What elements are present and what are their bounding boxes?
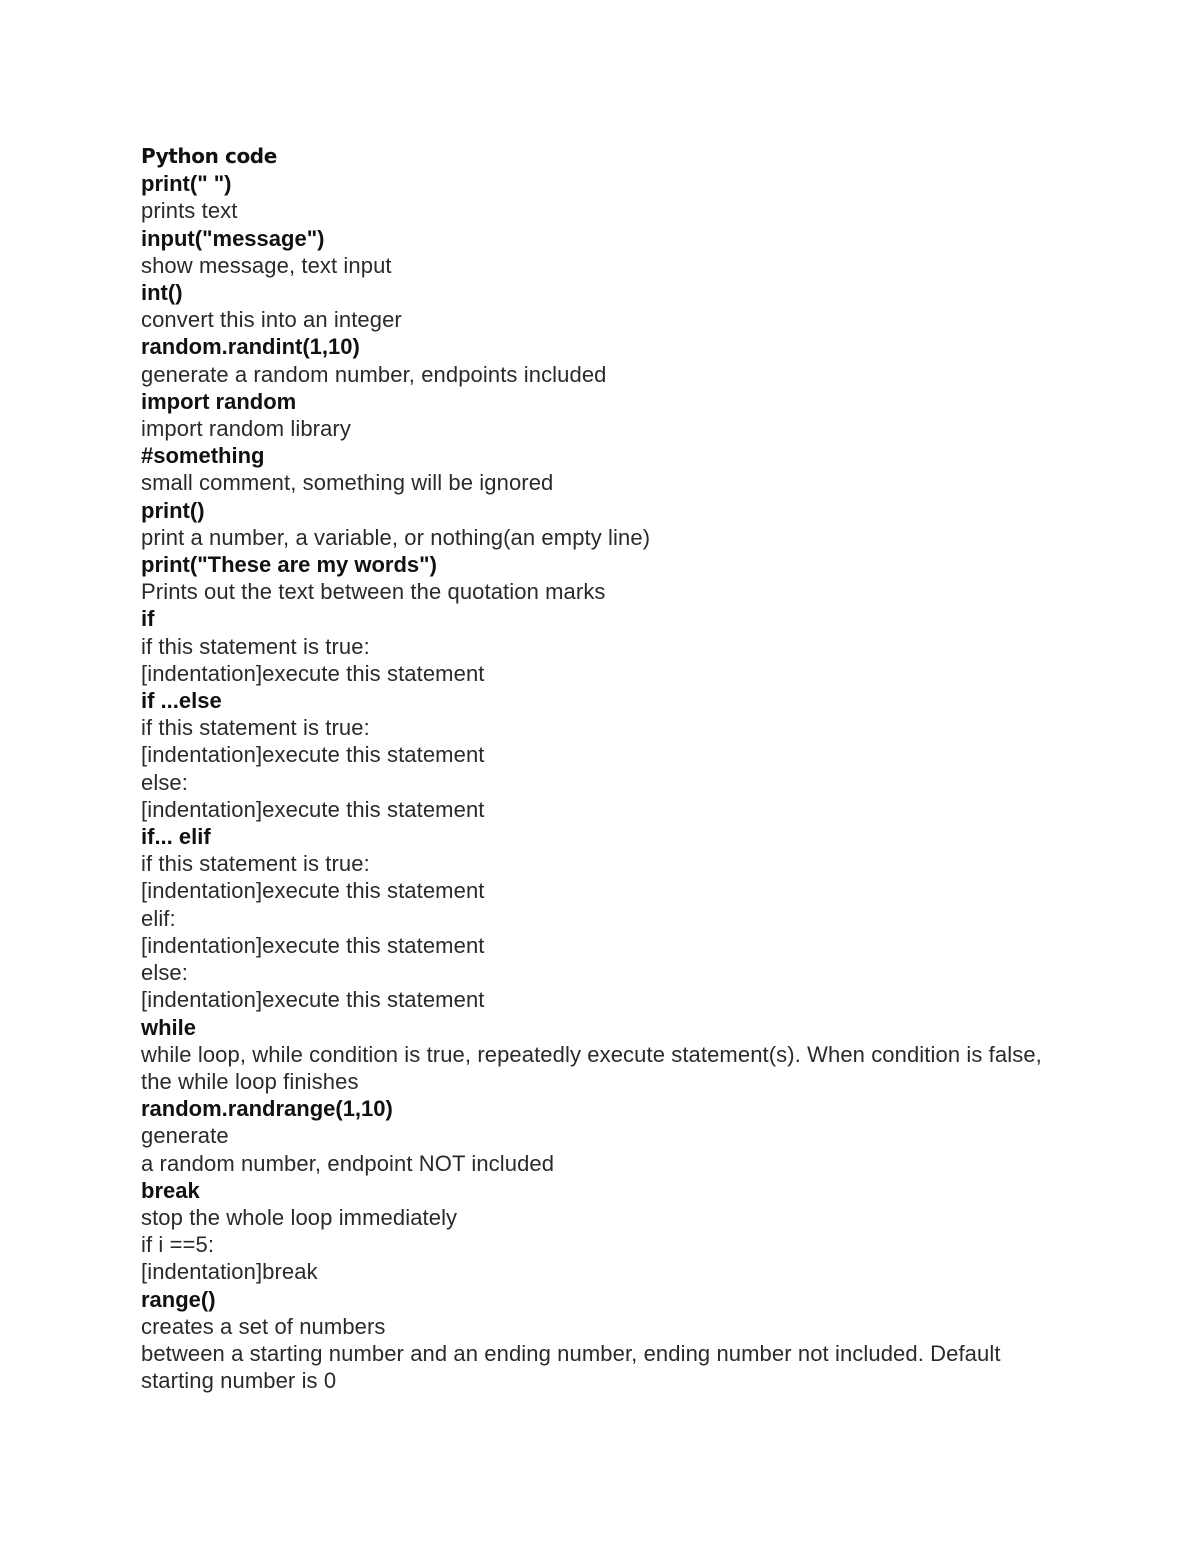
list-item xyxy=(141,1177,1071,1286)
list-item xyxy=(141,1095,1071,1177)
list-item xyxy=(141,279,1071,333)
entry-description: prints text xyxy=(141,198,238,224)
entry-description: [indentation]execute this statement xyxy=(141,987,485,1013)
list-item xyxy=(141,333,1071,387)
entry-term: import random xyxy=(141,388,297,414)
list-item xyxy=(141,1286,1071,1395)
list-item xyxy=(141,687,1071,823)
entry-description: if this statement is true: xyxy=(141,715,370,741)
entry-description: [indentation]execute this statement xyxy=(141,742,485,768)
entry-description: print a number, a variable, or nothing(an empty line) xyxy=(141,524,651,550)
entries-list xyxy=(141,170,1071,1394)
entry-term: if ...else xyxy=(141,688,222,714)
entry-term: if... elif xyxy=(141,824,211,850)
entry-description: else: xyxy=(141,960,188,986)
entry-description: if this statement is true: xyxy=(141,633,370,659)
entry-description: [indentation]execute this statement xyxy=(141,796,485,822)
entry-description: elif: xyxy=(141,905,176,931)
entry-description: generate xyxy=(141,1123,229,1149)
document-page xyxy=(141,143,1071,1394)
entry-description: between a starting number and an ending number, ending number not included. Default starting number is 0 xyxy=(141,1340,1001,1394)
entry-term: print(" ") xyxy=(141,171,232,197)
entry-description: creates a set of numbers xyxy=(141,1313,386,1339)
entry-term: input("message") xyxy=(141,225,325,251)
list-item xyxy=(141,1014,1071,1096)
list-item xyxy=(141,170,1071,224)
entry-term: if xyxy=(141,606,155,632)
list-item xyxy=(141,551,1071,605)
entry-description: stop the whole loop immediately xyxy=(141,1204,458,1230)
entry-description: if i ==5: xyxy=(141,1232,215,1258)
entry-term: break xyxy=(141,1177,200,1203)
entry-term: print("These are my words") xyxy=(141,552,437,578)
entry-description: [indentation]execute this statement xyxy=(141,660,485,686)
entry-description: small comment, something will be ignored xyxy=(141,470,554,496)
entry-description: show message, text input xyxy=(141,252,392,278)
entry-description: Prints out the text between the quotation marks xyxy=(141,579,606,605)
entry-term: while xyxy=(141,1014,197,1040)
document-title: Python code xyxy=(141,144,277,168)
entry-term: random.randrange(1,10) xyxy=(141,1096,393,1122)
entry-description: [indentation]execute this statement xyxy=(141,932,485,958)
entry-term: #something xyxy=(141,443,265,469)
entry-description: [indentation]execute this statement xyxy=(141,878,485,904)
entry-term: random.randint(1,10) xyxy=(141,334,360,360)
entry-description: [indentation]break xyxy=(141,1259,318,1285)
entry-description: else: xyxy=(141,769,188,795)
list-item xyxy=(141,442,1071,496)
entry-description: import random library xyxy=(141,416,351,442)
entry-description: generate a random number, endpoints included xyxy=(141,361,607,387)
entry-description: while loop, while condition is true, repeatedly execute statement(s). When condition is false, the while loop finishes xyxy=(141,1041,1042,1094)
entry-term: print() xyxy=(141,497,205,523)
entry-description: a random number, endpoint NOT included xyxy=(141,1150,555,1176)
entry-description: convert this into an integer xyxy=(141,307,402,333)
entry-term: range() xyxy=(141,1286,216,1312)
entry-term: int() xyxy=(141,280,183,306)
list-item xyxy=(141,497,1071,551)
list-item xyxy=(141,388,1071,442)
list-item xyxy=(141,225,1071,279)
list-item xyxy=(141,823,1071,1013)
list-item xyxy=(141,605,1071,687)
entry-description: if this statement is true: xyxy=(141,851,370,877)
